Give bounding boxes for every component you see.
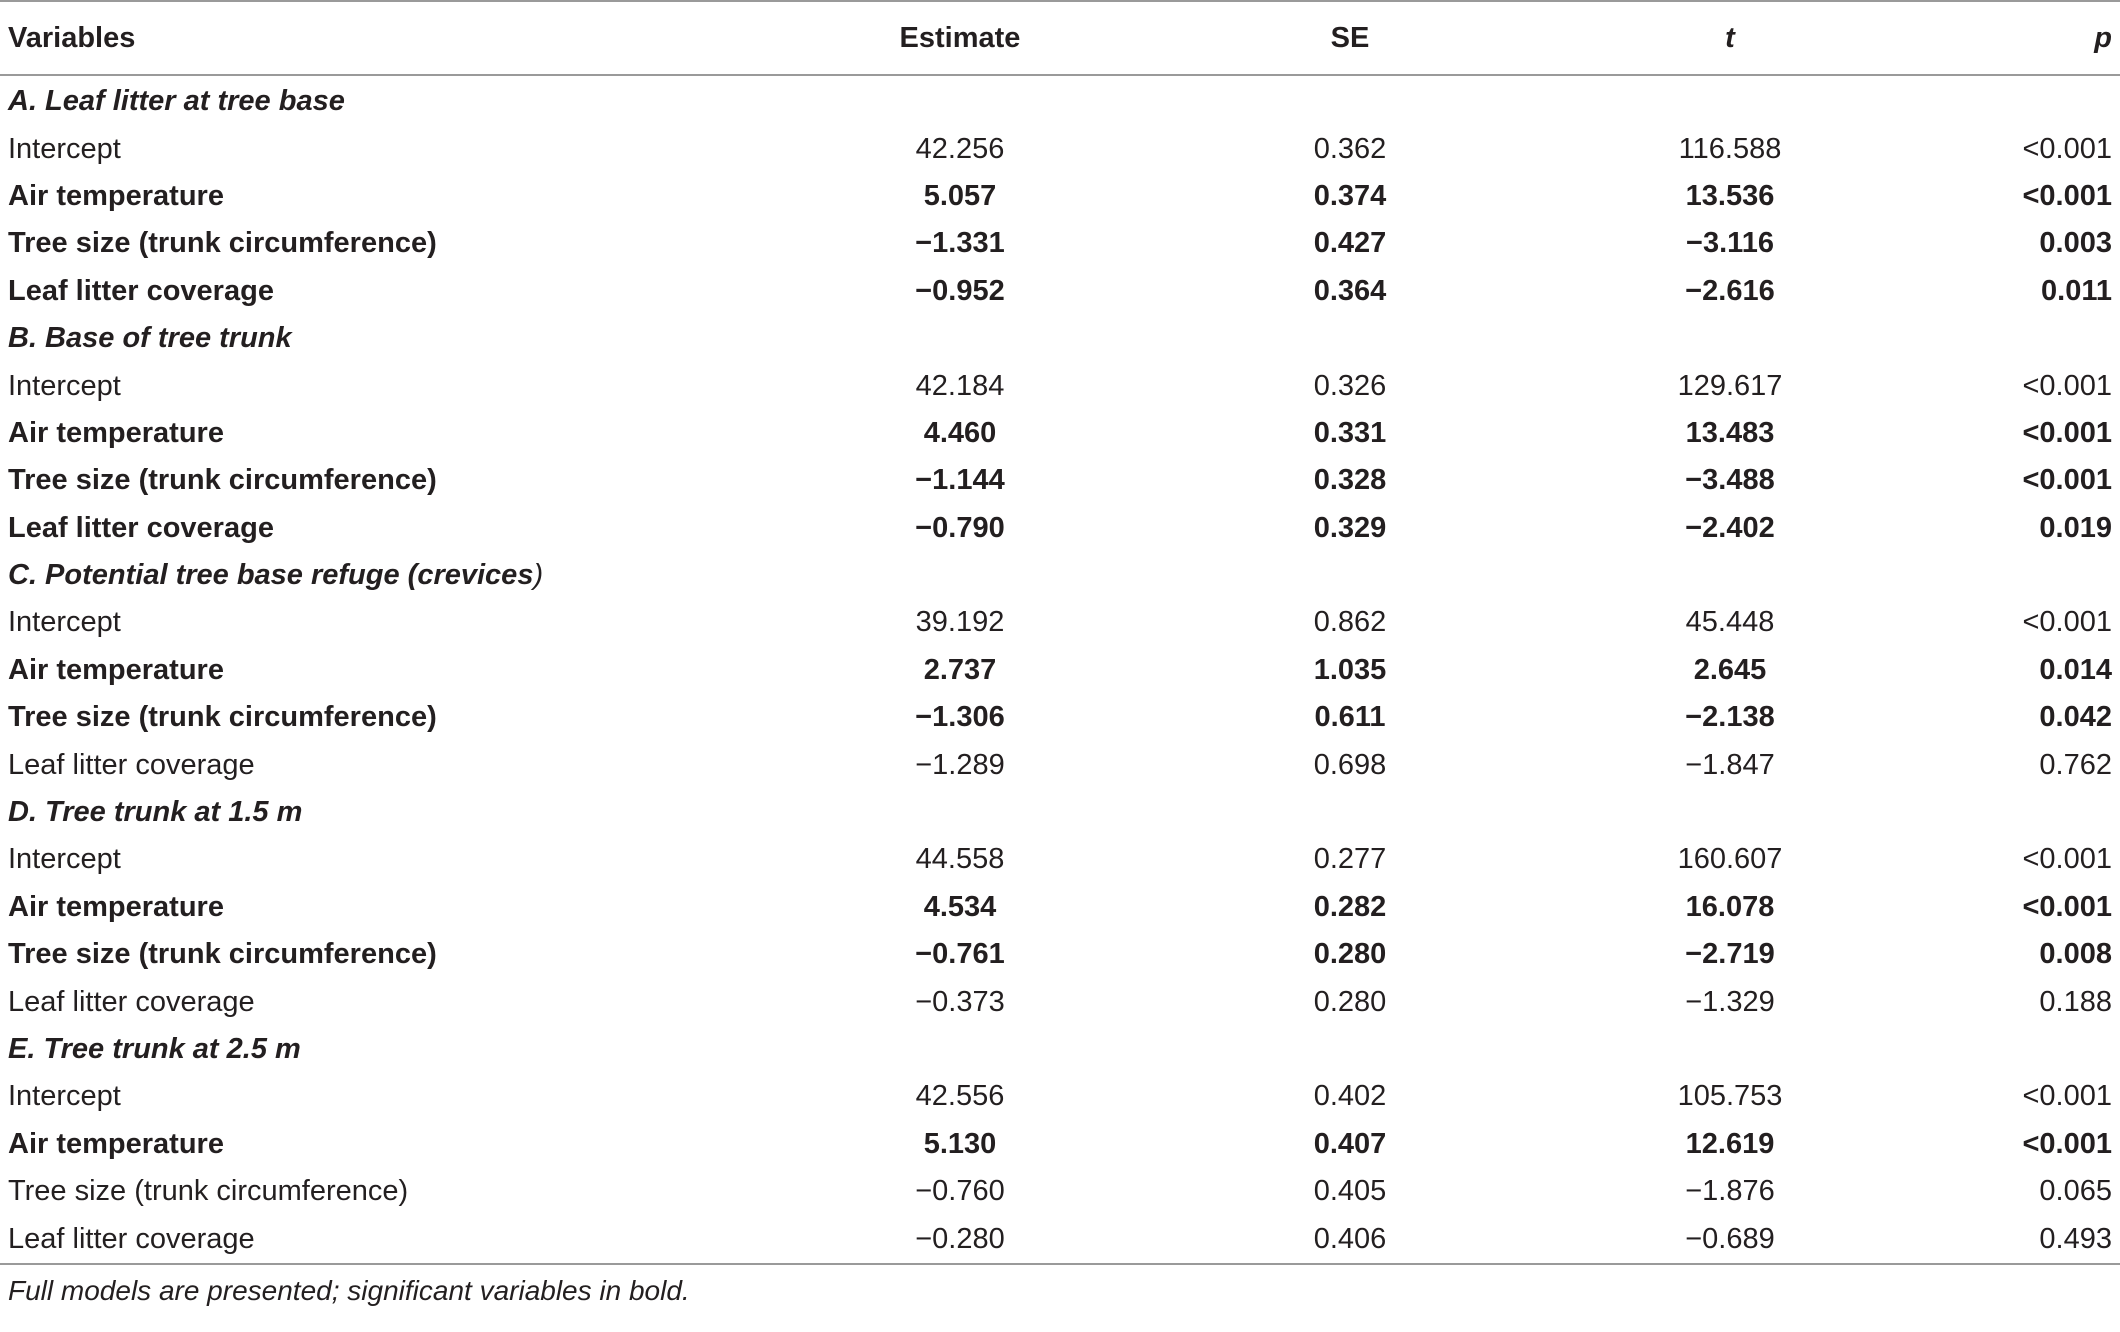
cell-variable: Tree size (trunk circumference) (8, 938, 437, 971)
section-title (0, 552, 2120, 599)
cell-estimate: −1.306 (915, 701, 1005, 734)
cell-t: −2.719 (1685, 938, 1775, 971)
table-row (0, 599, 2120, 646)
section-title-text: C. Potential tree base refuge (crevices (8, 559, 534, 592)
table-row (0, 1073, 2120, 1120)
header-se: SE (1160, 1, 1540, 75)
cell-variable: Leaf litter coverage (8, 511, 274, 544)
cell-estimate: −1.289 (915, 748, 1005, 781)
cell-t: 13.483 (1685, 416, 1775, 449)
cell-variable: Tree size (trunk circumference) (8, 1175, 409, 1208)
cell-variable: Leaf litter coverage (8, 274, 274, 307)
cell-variable: Air temperature (8, 416, 224, 449)
cell-se: 0.362 (1313, 132, 1387, 165)
cell-p: <0.001 (2022, 1080, 2112, 1113)
cell-estimate: 5.057 (923, 179, 997, 212)
cell-p: <0.001 (2022, 843, 2112, 876)
header-row (0, 1, 2120, 75)
cell-estimate: 42.556 (915, 1080, 1005, 1113)
cell-p: <0.001 (2022, 606, 2112, 639)
cell-p: <0.001 (2022, 464, 2112, 497)
cell-t: 16.078 (1685, 890, 1775, 923)
cell-t: −1.876 (1685, 1175, 1775, 1208)
table-row (0, 505, 2120, 552)
cell-variable: Tree size (trunk circumference) (8, 227, 437, 260)
cell-t: −3.116 (1686, 227, 1774, 260)
cell-estimate: −0.280 (760, 1215, 1160, 1263)
cell-variable: Leaf litter coverage (0, 1215, 760, 1263)
table-row (0, 1121, 2120, 1168)
cell-variable: Tree size (trunk circumference) (8, 464, 437, 497)
cell-t: −0.689 (1540, 1215, 1920, 1263)
cell-se: 0.329 (1313, 511, 1387, 544)
cell-se: 0.328 (1313, 464, 1387, 497)
cell-se: 0.374 (1313, 179, 1387, 212)
cell-t: 105.753 (1677, 1080, 1783, 1113)
cell-p: 0.762 (2039, 748, 2112, 781)
cell-estimate: 4.460 (923, 416, 997, 449)
cell-t: −1.329 (1685, 985, 1775, 1018)
cell-t: −2.138 (1685, 701, 1775, 734)
table-footnote: Full models are presented; significant variables in bold. (8, 1274, 690, 1306)
section-title-text: E. Tree trunk at 2.5 m (8, 1033, 301, 1065)
cell-variable: Tree size (trunk circumference) (8, 701, 437, 734)
section-title-text: D. Tree trunk at 1.5 m (8, 796, 303, 829)
cell-p: 0.493 (1920, 1215, 2120, 1263)
table-row (0, 1215, 2120, 1263)
section-header-row (0, 1026, 2120, 1073)
header-variables: Variables (0, 1, 760, 75)
cell-se: 0.280 (1313, 938, 1387, 971)
cell-estimate: −1.331 (915, 227, 1005, 260)
cell-variable: Air temperature (8, 890, 224, 923)
cell-p: <0.001 (2022, 890, 2112, 923)
cell-p: 0.065 (2039, 1175, 2112, 1208)
cell-t: 160.607 (1677, 843, 1783, 876)
table-row (0, 362, 2120, 409)
cell-p: 0.042 (2039, 701, 2112, 734)
section-header-row (0, 315, 2120, 362)
cell-p: 0.188 (2039, 985, 2112, 1018)
cell-p: <0.001 (2022, 416, 2112, 449)
cell-se: 0.427 (1313, 227, 1387, 260)
table-row (0, 268, 2120, 315)
cell-estimate: 44.558 (915, 843, 1005, 876)
table-row (0, 836, 2120, 883)
table-row (0, 884, 2120, 931)
cell-variable: Air temperature (8, 1127, 224, 1160)
cell-variable: Intercept (8, 1080, 121, 1113)
cell-variable: Leaf litter coverage (8, 985, 255, 1018)
cell-estimate: 42.256 (915, 132, 1005, 165)
cell-t: −2.616 (1685, 274, 1775, 307)
cell-estimate: −0.790 (915, 511, 1005, 544)
cell-se: 0.611 (1314, 701, 1386, 734)
section-header-row (0, 552, 2120, 599)
cell-se: 0.364 (1313, 274, 1387, 307)
table-row (0, 647, 2120, 694)
cell-p: 0.014 (2039, 653, 2112, 686)
cell-p: <0.001 (2022, 179, 2112, 212)
cell-p: 0.003 (2039, 227, 2112, 260)
cell-variable: Intercept (8, 606, 121, 639)
cell-estimate: −0.373 (915, 985, 1005, 1018)
cell-se: 1.035 (1313, 653, 1387, 686)
table-row (0, 410, 2120, 457)
cell-se: 0.406 (1160, 1215, 1540, 1263)
cell-variable: Air temperature (8, 653, 224, 686)
cell-se: 0.698 (1313, 748, 1387, 781)
cell-p: <0.001 (2022, 369, 2112, 402)
cell-estimate: −0.761 (915, 938, 1005, 971)
cell-t: 13.536 (1685, 179, 1775, 212)
header-estimate: Estimate (760, 1, 1160, 75)
header-t: t (1540, 1, 1920, 75)
cell-se: 0.326 (1313, 369, 1387, 402)
cell-se: 0.862 (1313, 606, 1387, 639)
cell-estimate: 2.737 (923, 653, 997, 686)
cell-t: 12.619 (1685, 1127, 1775, 1160)
section-title-text: A. Leaf litter at tree base (8, 85, 345, 118)
cell-t: −2.402 (1685, 511, 1775, 544)
cell-se: 0.277 (1313, 843, 1387, 876)
cell-t: 45.448 (1685, 606, 1775, 639)
cell-t: 116.588 (1678, 132, 1782, 165)
table-row (0, 220, 2120, 267)
cell-se: 0.331 (1313, 416, 1387, 449)
cell-estimate: −1.144 (915, 464, 1005, 497)
section-header-row (0, 789, 2120, 836)
table-row (0, 931, 2120, 978)
cell-estimate: −0.952 (915, 274, 1005, 307)
cell-estimate: 42.184 (915, 369, 1005, 402)
section-title-text: B. Base of tree trunk (8, 322, 292, 355)
cell-variable: Air temperature (8, 179, 224, 212)
cell-variable: Intercept (8, 843, 121, 876)
cell-se: 0.407 (1313, 1127, 1387, 1160)
cell-se: 0.405 (1313, 1175, 1387, 1208)
section-title (0, 315, 2120, 362)
cell-estimate: 5.130 (923, 1127, 997, 1160)
table-row (0, 694, 2120, 741)
cell-se: 0.282 (1313, 890, 1387, 923)
cell-t: 129.617 (1677, 369, 1783, 402)
cell-se: 0.402 (1313, 1080, 1387, 1113)
table-row (0, 173, 2120, 220)
section-title-tail: ) (533, 559, 544, 592)
table-row (0, 978, 2120, 1025)
table-row (0, 125, 2120, 172)
section-title (0, 1026, 2120, 1073)
cell-estimate: 4.534 (923, 890, 997, 923)
cell-t: −3.488 (1685, 464, 1775, 497)
cell-p: 0.019 (2039, 511, 2112, 544)
table-row (0, 457, 2120, 504)
cell-t: −1.847 (1685, 748, 1775, 781)
cell-p: <0.001 (2022, 132, 2112, 165)
section-title (0, 75, 2120, 125)
cell-p: 0.008 (2039, 938, 2112, 971)
table-body (0, 75, 2120, 1264)
header-p: p (1920, 1, 2120, 75)
cell-p: <0.001 (2022, 1127, 2112, 1160)
section-title (0, 789, 2120, 836)
cell-estimate: 39.192 (915, 606, 1005, 639)
table-row (0, 741, 2120, 788)
cell-p: 0.011 (2041, 274, 2112, 307)
section-header-row (0, 75, 2120, 125)
cell-variable: Intercept (8, 369, 121, 402)
cell-estimate: −0.760 (915, 1175, 1005, 1208)
cell-variable: Intercept (8, 132, 121, 165)
cell-se: 0.280 (1313, 985, 1387, 1018)
cell-variable: Leaf litter coverage (8, 748, 255, 781)
cell-t: 2.645 (1693, 653, 1767, 686)
table-row (0, 1168, 2120, 1215)
